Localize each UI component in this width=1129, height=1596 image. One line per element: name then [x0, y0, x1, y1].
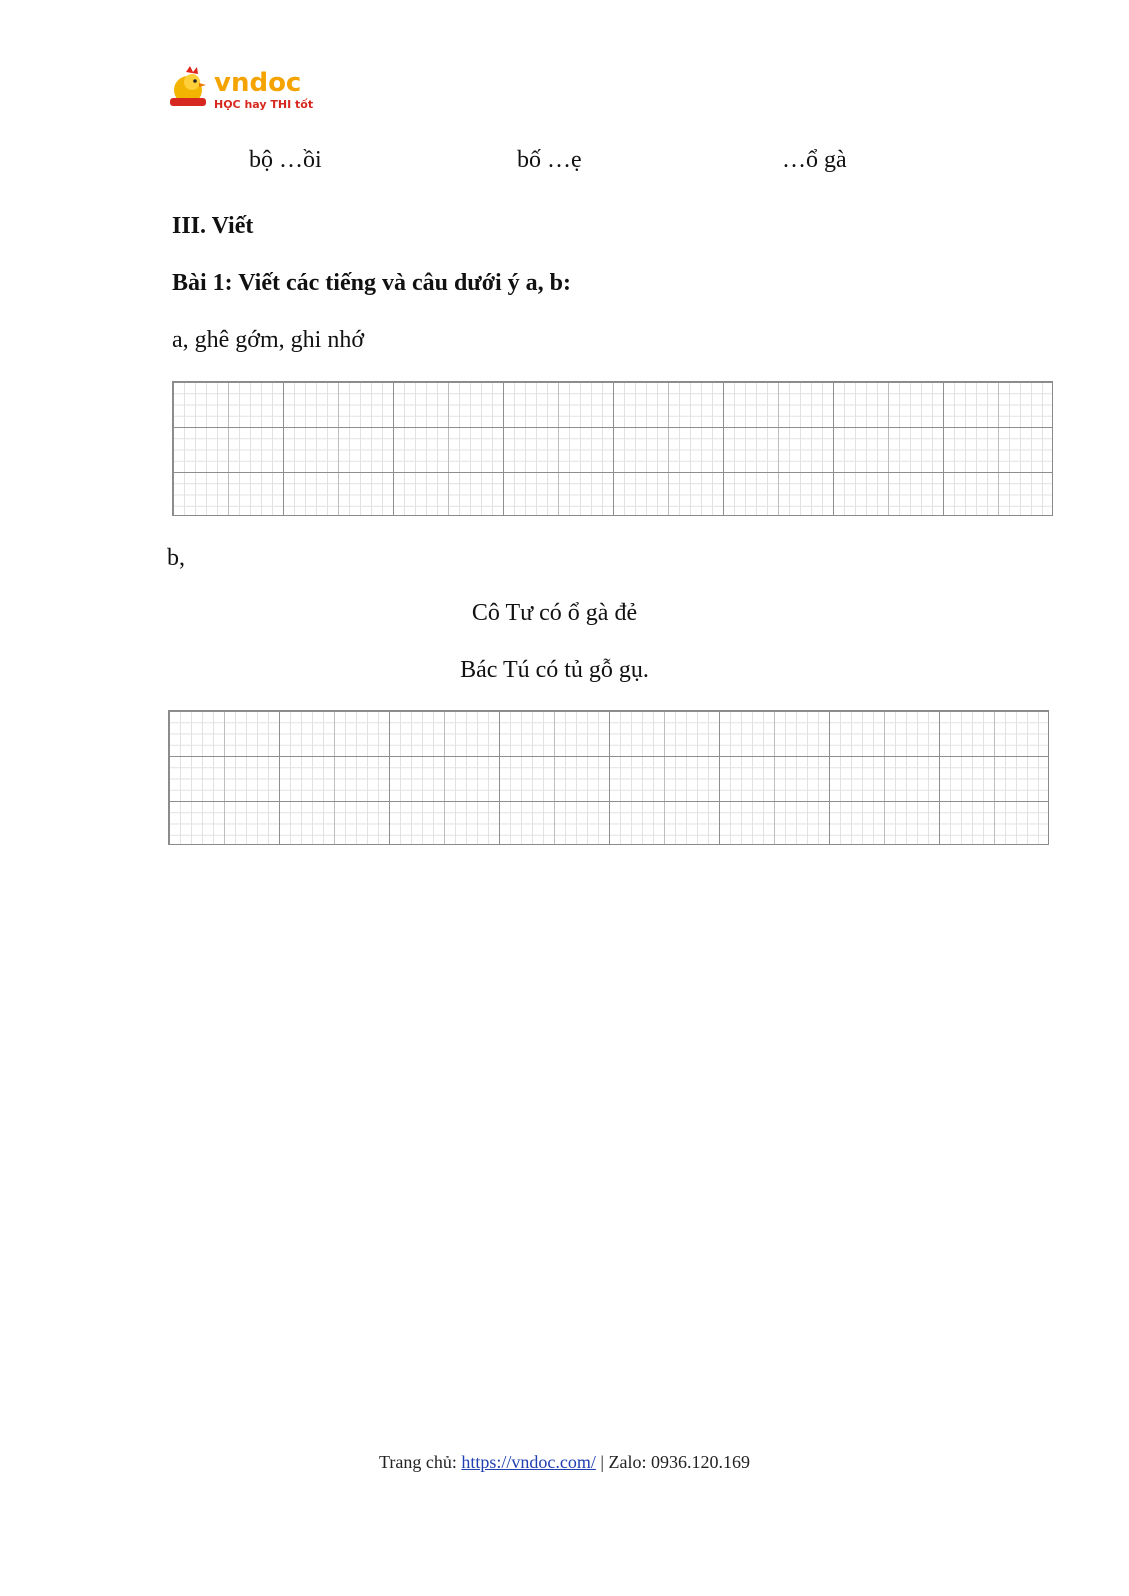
- logo-tagline-text: HỌC hay THI tốt: [214, 98, 314, 111]
- part-a-words: a, ghê gớm, ghi nhớ: [172, 327, 365, 353]
- exercise-title: Bài 1: Viết các tiếng và câu dưới ý a, b:: [172, 270, 571, 296]
- blank-item-2: bố …ẹ: [517, 147, 582, 173]
- section-title: III. Viết: [172, 213, 254, 239]
- writing-grid-a[interactable]: [172, 381, 1053, 516]
- blank-item-1: bộ …ồi: [249, 147, 322, 173]
- chicken-mascot-icon: [168, 64, 318, 114]
- page-footer: [0, 1452, 1129, 1473]
- footer-zalo: | Zalo: 0936.120.169: [595, 1452, 750, 1472]
- vndoc-logo: [168, 64, 318, 114]
- sentence-1: Cô Tư có ổ gà đẻ: [471, 600, 638, 626]
- footer-home-link[interactable]: https://vndoc.com/: [461, 1452, 596, 1472]
- logo-brand-text: vndoc: [214, 68, 302, 98]
- sentence-2: Bác Tú có tủ gỗ gụ.: [460, 657, 649, 683]
- writing-grid-b[interactable]: [168, 710, 1049, 845]
- blank-item-3: …ổ gà: [782, 147, 847, 173]
- part-b-label: b,: [167, 545, 185, 571]
- footer-prefix: Trang chủ:: [379, 1452, 462, 1472]
